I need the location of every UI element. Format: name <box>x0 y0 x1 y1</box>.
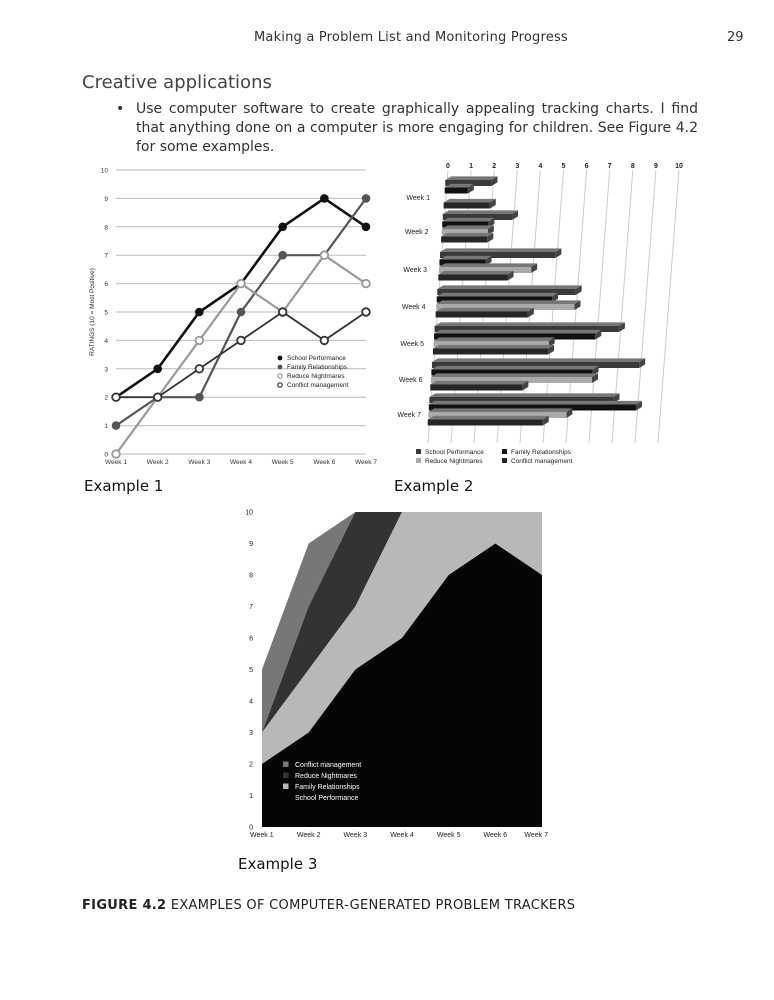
y-tick-label: 4 <box>249 698 253 706</box>
bar-top-conflict-management <box>436 308 534 312</box>
bar-top-reduce-nightmares <box>442 225 494 229</box>
bar-top-school-performance <box>429 393 619 397</box>
x-tick-label: Week 3 <box>188 459 211 466</box>
x-tick-label: 0 <box>446 163 450 170</box>
bar-top-family-relationships <box>437 293 558 297</box>
y-tick-label: 7 <box>249 604 253 611</box>
bar-top-reduce-nightmares <box>431 373 598 377</box>
y-tick-label: 8 <box>249 572 253 580</box>
legend-label: Reduce Nightmares <box>425 458 483 465</box>
bar-top-conflict-management <box>444 199 496 203</box>
legend-swatch <box>283 773 289 779</box>
legend-swatch <box>502 458 507 463</box>
bar-top-reduce-nightmares <box>433 337 554 341</box>
y-tick-label: 1 <box>104 423 108 431</box>
example3-caption: Example 3 <box>238 855 318 873</box>
category-label: Week 1 <box>406 195 430 202</box>
legend-label: Conflict management <box>511 458 573 465</box>
y-tick-label: 7 <box>104 252 108 260</box>
page-number: 29 <box>727 30 744 45</box>
x-tick-label: 7 <box>607 163 612 170</box>
bullet-symbol: • <box>116 101 125 117</box>
running-title: Making a Problem List and Monitoring Progress <box>254 30 568 45</box>
legend-label: School Performance <box>287 355 346 362</box>
data-point-conflict-management <box>154 393 162 401</box>
x-tick-label: Week 7 <box>524 832 548 839</box>
bar-conflict-management <box>438 275 507 281</box>
category-label: Week 6 <box>398 377 423 384</box>
y-tick-label: 9 <box>249 541 253 548</box>
data-point-family-relationships <box>362 195 370 203</box>
stacked-area-chart <box>238 502 558 847</box>
x-tick-label: Week 6 <box>483 832 508 839</box>
x-tick-label: 8 <box>630 163 635 170</box>
x-tick-label: Week 2 <box>296 832 321 839</box>
data-point-school-performance <box>279 223 287 231</box>
data-point-reduce-nightmares <box>321 251 329 259</box>
category-label: Week 5 <box>400 341 424 348</box>
x-tick-label: 2 <box>492 163 497 170</box>
bar-family-relationships <box>445 188 468 194</box>
example1-caption: Example 1 <box>84 477 164 495</box>
y-tick-label: 2 <box>104 394 108 402</box>
bar-top-conflict-management <box>430 381 528 385</box>
data-point-conflict-management <box>279 308 287 316</box>
x-tick-label: 6 <box>584 163 589 170</box>
y-tick-label: 6 <box>104 281 108 289</box>
category-label: Week 7 <box>397 412 421 419</box>
y-tick-label: 5 <box>104 309 108 317</box>
legend-swatch <box>283 784 289 790</box>
legend-label: Conflict management <box>287 382 349 389</box>
bar-conflict-management <box>436 312 528 318</box>
legend-swatch <box>416 449 421 454</box>
bar-top-school-performance <box>435 322 625 326</box>
category-label: Week 2 <box>404 229 429 236</box>
legend-label: Reduce Nightmares <box>287 373 345 380</box>
data-point-family-relationships <box>279 251 287 259</box>
legend-label: Family Relationships <box>287 364 347 371</box>
y-tick-label: 10 <box>245 509 253 517</box>
bar-top-school-performance <box>445 176 497 180</box>
category-label: Week 4 <box>401 304 426 311</box>
x-tick-label: Week 6 <box>313 459 336 466</box>
bar-top-school-performance <box>440 248 561 252</box>
bar-conflict-management <box>441 237 487 243</box>
y-tick-label: 1 <box>249 793 253 800</box>
bar-top-conflict-management <box>433 345 554 349</box>
bullet-text: Use computer software to create graphically appealing tracking charts. I find that anything done on a computer is more engaging for children. See Figure 4.2 for some examples. <box>136 101 698 155</box>
x-tick-label: Week 7 <box>355 459 377 466</box>
legend-marker <box>278 356 283 361</box>
bar-top-school-performance <box>443 210 518 214</box>
bar-top-family-relationships <box>429 401 642 405</box>
data-point-family-relationships <box>196 393 204 401</box>
data-point-conflict-management <box>237 337 245 345</box>
x-tick-label: 4 <box>538 163 543 170</box>
bar-conflict-management <box>428 420 543 426</box>
legend-marker <box>278 383 282 387</box>
category-label: Week 3 <box>403 267 427 274</box>
legend-marker <box>278 365 283 370</box>
y-tick-label: 0 <box>104 451 108 459</box>
y-tick-label: 9 <box>104 195 108 203</box>
bar-top-conflict-management <box>438 271 513 275</box>
bar-top-reduce-nightmares <box>436 300 580 304</box>
bar-top-reduce-nightmares <box>439 263 537 267</box>
bar-top-reduce-nightmares <box>428 408 572 412</box>
3d-bar-chart <box>392 158 692 473</box>
bar-top-school-performance <box>437 285 581 289</box>
data-point-reduce-nightmares <box>196 337 204 345</box>
y-tick-label: 10 <box>100 167 108 175</box>
y-axis-title: RATINGS (10 = Most Positive) <box>89 268 96 356</box>
legend-label: Reduce Nightmares <box>295 773 357 780</box>
y-tick-label: 6 <box>249 635 253 643</box>
y-tick-label: 3 <box>104 366 108 374</box>
x-tick-label: Week 1 <box>250 832 274 839</box>
legend-label: School Performance <box>295 795 359 802</box>
bar-top-family-relationships <box>439 256 491 260</box>
legend-marker <box>278 374 282 378</box>
figure-caption <box>82 898 575 913</box>
example2-caption: Example 2 <box>394 477 474 495</box>
bar-top-family-relationships <box>434 330 601 334</box>
y-tick-label: 0 <box>249 824 253 832</box>
data-point-conflict-management <box>112 393 120 401</box>
data-point-school-performance <box>321 195 329 203</box>
data-point-school-performance <box>362 223 370 231</box>
figure-label: FIGURE 4.2 <box>82 898 167 913</box>
data-point-school-performance <box>154 365 162 373</box>
bar-top-conflict-management <box>428 416 549 420</box>
data-point-conflict-management <box>196 365 204 373</box>
legend-label: School Performance <box>425 449 484 456</box>
bar-top-family-relationships <box>431 366 598 370</box>
legend-label: Conflict management <box>295 762 362 769</box>
x-tick-label: Week 2 <box>146 459 169 466</box>
bullet-item <box>116 100 698 157</box>
x-tick-label: 9 <box>653 163 658 170</box>
line-chart <box>82 160 392 470</box>
legend-label: Family Relationships <box>511 449 571 456</box>
legend-label: Family Relationships <box>295 784 360 791</box>
legend-swatch <box>416 458 421 463</box>
legend-swatch <box>502 449 507 454</box>
data-point-conflict-management <box>321 337 329 345</box>
gridline <box>658 170 679 443</box>
bar-conflict-management <box>430 385 522 391</box>
data-point-reduce-nightmares <box>362 280 370 288</box>
data-point-reduce-nightmares <box>112 450 120 458</box>
y-tick-label: 5 <box>249 667 253 674</box>
y-tick-label: 2 <box>249 761 253 769</box>
figure-caption-text: EXAMPLES OF COMPUTER-GENERATED PROBLEM TRACKERS <box>166 898 576 913</box>
x-tick-label: Week 5 <box>436 832 461 839</box>
data-point-school-performance <box>196 308 204 316</box>
x-tick-label: 1 <box>469 163 474 170</box>
data-point-conflict-management <box>362 308 370 316</box>
bar-conflict-management <box>444 203 490 209</box>
x-tick-label: 5 <box>561 163 566 170</box>
y-tick-label: 3 <box>249 730 253 737</box>
data-point-family-relationships <box>237 308 245 316</box>
bar-top-conflict-management <box>441 233 493 237</box>
data-point-family-relationships <box>112 422 120 430</box>
x-tick-label: Week 4 <box>390 832 414 839</box>
x-tick-label: Week 1 <box>105 459 127 466</box>
bar-conflict-management <box>433 349 548 355</box>
x-tick-label: 3 <box>515 163 520 170</box>
bar-top-family-relationships <box>442 218 494 222</box>
legend-swatch <box>283 762 289 768</box>
running-head <box>0 30 774 48</box>
x-tick-label: Week 3 <box>343 832 368 839</box>
data-point-reduce-nightmares <box>237 280 245 288</box>
section-heading: Creative applications <box>82 72 272 93</box>
y-tick-label: 8 <box>104 224 108 232</box>
x-tick-label: Week 5 <box>271 459 294 466</box>
x-tick-label: Week 4 <box>230 459 252 466</box>
x-tick-label: 10 <box>675 163 683 170</box>
bar-top-school-performance <box>432 358 645 362</box>
y-tick-label: 4 <box>104 337 108 345</box>
